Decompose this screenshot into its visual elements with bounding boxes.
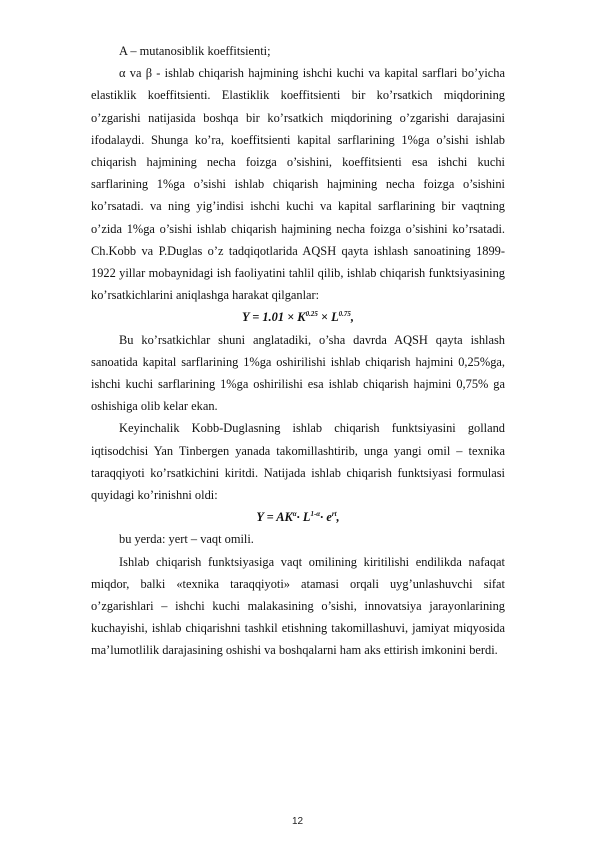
paragraph-korsatkichlar: Bu ko’rsatkichlar shuni anglatadiki, o’sha davrda AQSH qayta ishlash sanoatida kapital sarflarining 1%ga oshirilishi ishlab chiqarish hajmini 0,25%ga, ishchi kuchi sarflarining 1%ga oshirilishi esa ishlab chiqarish hajmini 0,75% ga oshishiga olib kelar ekan.: [91, 332, 505, 414]
formula-exponent-alpha: α: [292, 510, 297, 519]
formula-part: ,: [336, 510, 340, 525]
formula-part: Y = AK: [256, 510, 293, 525]
paragraph-mutanosiblik: A – mutanosiblik koeffitsienti;: [119, 44, 271, 58]
paragraph-vaqt-omili: Ishlab chiqarish funktsiyasiga vaqt omilining kiritilishi endilikda nafaqat miqdor, balki «texnika taraqqiyoti» atamasi orqali uyg’unlashuvchi sifat o’zgarishlari – ishchi kuchi malakasining o’sishi, innovatsiya jarayonlarining kuchayishi, ishlab chiqarishni tashkil etishning takomillashuvi, jamiyat miqyosida ma’lumotlilik darajasining oshishi va boshqalarni ham aks ettirish imkonini berdi.: [91, 554, 505, 658]
formula-exponent-one-minus-alpha: 1-α: [310, 510, 321, 519]
paragraph-bu-yerda: bu yerda: yert – vaqt omili.: [119, 532, 254, 547]
formula-part: × L: [317, 310, 339, 325]
formula-cobb-douglas: [91, 306, 505, 328]
formula-part: · L: [296, 510, 311, 525]
formula-tinbergen: [91, 506, 505, 528]
formula-part: Y = 1.01 × K: [241, 310, 306, 325]
paragraph-elastiklik: α va β - ishlab chiqarish hajmining ishchi kuchi va kapital sarflari bo’yicha elastiklik koeffitsienti. Elastiklik koeffitsienti bir ko’rsatkich miqdorining o’zgarishi natijasida boshqa bir ko’rsatkich miqdorining o’zgarishi darajasini ifodalaydi. Shunga ko’ra, koeffitsienti kapital sarflarining 1%ga o’sishi ishlab chiqarish hajmining necha foizga o’sishini, koeffitsienti esa ishchi kuchi sarflarining 1%ga o’sishi ishlab chiqarish hajmining necha foizga o’sishini ko’rsatadi. va ning yig’indisi ishchi kuchi va kapital sarflarining bir vaqtning o’zida 1%ga o’sishi ishlab chiqarish hajmining necha foizga o’sishini ko’rsatadi. Ch.Kobb va P.Duglas o’z tadqiqotlarida AQSH qayta ishlash sanoatining 1899-1922 yillar mobaynidagi ish faoliyatini tahlil qilib, ishlab chiqarish funktsiyasining ko’rsatkichlarini aniqlashga harakat qilganlar:: [91, 66, 505, 303]
formula-part: · e: [320, 510, 332, 525]
formula-exponent-rt: rt: [331, 510, 337, 519]
formula-exponent-l: 0.75: [338, 310, 351, 319]
page-content: [91, 40, 505, 662]
formula-part: ,: [350, 310, 354, 325]
page-number: 12: [291, 816, 304, 827]
formula-exponent-k: 0.25: [305, 310, 318, 319]
paragraph-tinbergen: Keyinchalik Kobb-Duglasning ishlab chiqarish funktsiyasini golland iqtisodchisi Yan Tinbergen yanada takomillashtirib, unga yangi omil – texnika taraqqiyoti ko’rsatkichini kiritdi. Natijada ishlab chiqarish funktsiyasi formulasi quyidagi ko’rinishni oldi:: [91, 421, 505, 503]
